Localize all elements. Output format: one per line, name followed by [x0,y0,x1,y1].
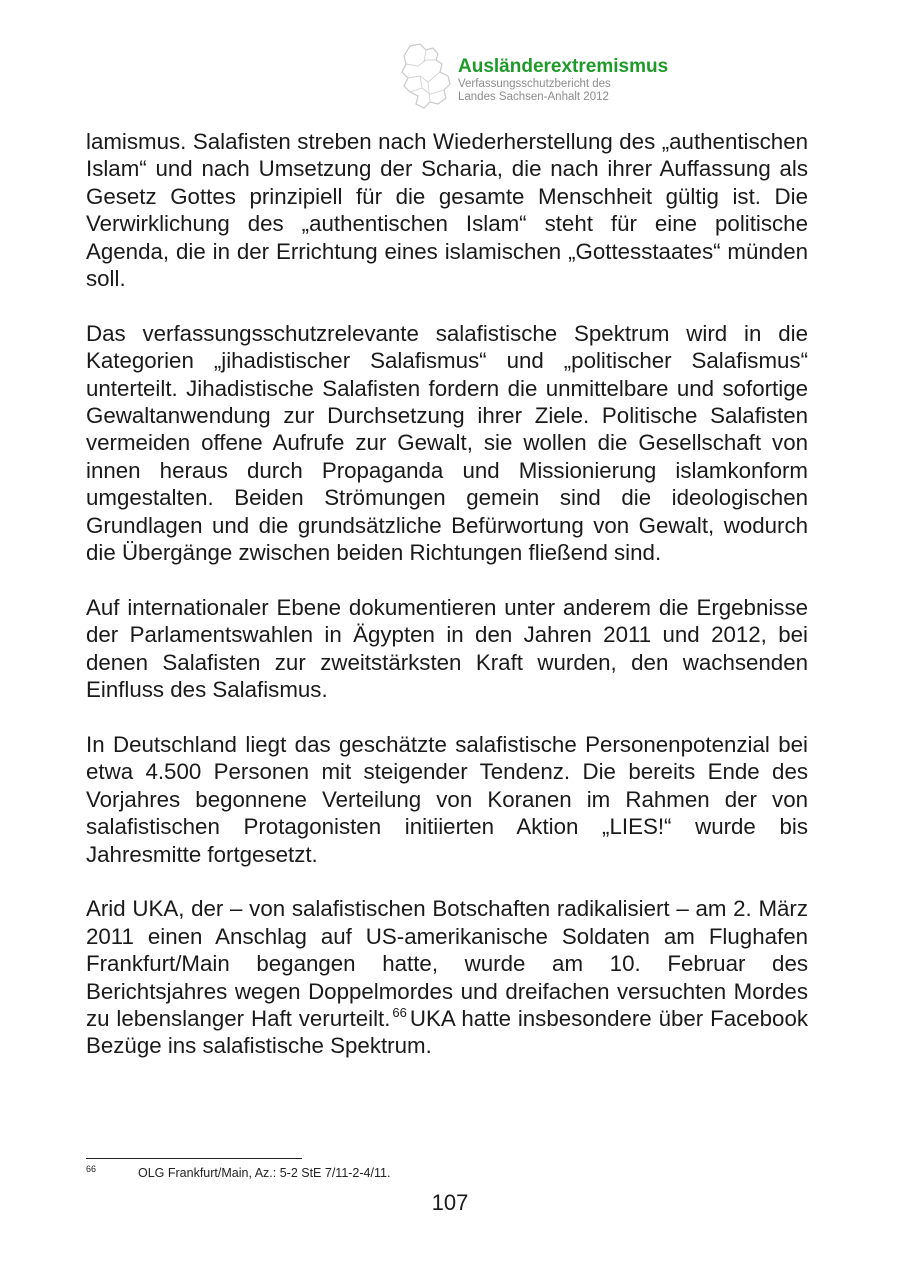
footnote-reference[interactable]: 66 [392,1004,407,1020]
section-title: Ausländerextremismus [458,56,669,77]
footnote-number: 66 [86,1164,97,1174]
paragraph-3: Auf internationaler Ebene dokumentieren unter anderem die Ergebnisse der Parlamentswahlen in Ägypten in den Jahren 2011 und 2012, bei denen Salafisten zur zweitstärksten Kraft wurden, den wachsenden Einfluss des Salafismus. [86,594,808,703]
footnote-text: OLG Frankfurt/Main, Az.: 5-2 StE 7/11-2-4/11. [138,1166,391,1180]
page-header [398,42,718,114]
state-map-outline-icon [398,42,458,112]
body-text [86,128,808,1087]
paragraph-5 [86,895,808,1059]
paragraph-5-text-before: Arid UKA, der – von salafistischen Botschaften radikalisiert – am 2. März 2011 einen Anschlag auf US-amerikanische Soldaten am Flughafen Frankfurt/Main begangen hatte, wurde am 10. Februar des Berichtsjahres wegen Doppelmordes und dreifachen versuchten Mordes zu lebenslanger Haft verurteilt. [86,896,808,1031]
report-subtitle-line1: Verfassungsschutzbericht des [458,78,611,90]
header-text-block [458,56,668,104]
paragraph-4: In Deutschland liegt das geschätzte salafistische Personenpotenzial bei etwa 4.500 Personen mit steigender Tendenz. Die bereits Ende des Vorjahres begonnene Verteilung von Koranen im Rahmen der von salafistischen Protagonisten initiierten Aktion „LIES!“ wurde bis Jahresmitte fortgesetzt. [86,731,808,867]
report-subtitle-line2: Landes Sachsen-Anhalt 2012 [458,91,609,103]
footnote-divider [86,1158,302,1159]
paragraph-5-text-after: UKA hatte insbesondere über Facebook Bezüge ins salafistische Spektrum. [86,1005,808,1059]
page-number: 107 [431,1190,469,1215]
paragraph-1: lamismus. Salafisten streben nach Wiederherstellung des „authentischen Islam“ und nach Umsetzung der Scharia, die nach ihrer Auffassung als Gesetz Gottes prinzipiell für die gesamte Menschheit gültig ist. Die Verwirklichung des „authentischen Islam“ steht für eine politische Agenda, die in der Errichtung eines islamischen „Gottesstaates“ münden soll. [86,129,808,292]
paragraph-2: Das verfassungsschutzrelevante salafistische Spektrum wird in die Kategorien „jihadistischer Salafismus“ und „politischer Salafismus“ unterteilt. Jihadistische Salafisten fordern die unmittelbare und sofortige Gewaltanwendung zur Durchsetzung ihrer Ziele. Politische Salafisten vermeiden offene Aufrufe zur Gewalt, sie wollen die Gesellschaft von innen heraus durch Propaganda und Missionierung islamkonform umgestalten. Beiden Strömungen gemein sind die ideologischen Grundlagen und die grundsätzliche Befürwortung von Gewalt, wodurch die Übergänge zwischen beiden Richtungen fließend sind. [86,320,808,566]
